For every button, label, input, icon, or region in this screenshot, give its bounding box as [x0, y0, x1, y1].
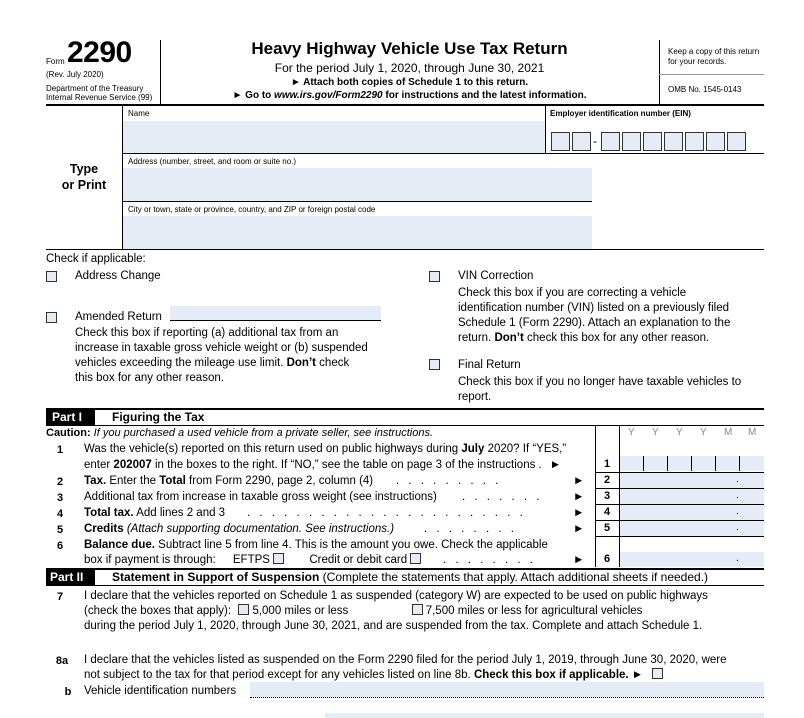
keep-copy-note: Keep a copy of this return for your records.	[668, 47, 760, 66]
next-line-input[interactable]	[325, 713, 764, 718]
line6-text-b: box if payment is through: EFTPS Credit or debit card	[84, 553, 421, 568]
line5-number: 5	[56, 524, 64, 536]
final-return-label: Final Return	[458, 359, 521, 371]
7500-miles-label: 7,500 miles or less for agricultural vehicles	[425, 605, 643, 617]
credit-card-label: Credit or debit card	[309, 554, 408, 566]
final-return-description: Check this box if you no longer have taxable vehicles to report.	[458, 376, 742, 403]
caution-note: Caution: If you purchased a used vehicle from a private seller, see instructions.	[46, 427, 434, 439]
line7-text: I declare that the vehicles reported on Schedule 1 as suspended (category W) are expected to be used on public highways (check the boxes that apply): 5,000 miles or less 7,500 miles or less for agricultural vehicles during the period July 1, 2020, through June 30, 2021, and are suspended from the tax. Complete and attach Schedule 1.	[84, 590, 708, 632]
line1-text-a: Was the vehicle(s) reported on this return used on public highways during July 2020? If “YES,”	[84, 443, 567, 455]
amended-return-checkbox[interactable]	[46, 312, 57, 323]
line1-text-b: enter 202007 in the boxes to the right. If “NO,” see the table on page 3 of the instructions . ►	[84, 459, 562, 471]
line8a-checkbox[interactable]	[652, 668, 663, 679]
line-number-5: 5	[603, 522, 611, 534]
irs-url-link[interactable]: www.irs.gov/Form2290	[274, 90, 383, 101]
line3-text: Additional tax from increase in taxable gross weight (see instructions)	[84, 491, 437, 503]
line-number-6: 6	[603, 553, 611, 565]
address-change-label: Address Change	[75, 270, 161, 282]
form-word: Form	[46, 57, 65, 66]
line6-number: 6	[56, 540, 64, 552]
vin-correction-description: Check this box if you are correcting a vehicle identification number (VIN) listed on a previously filed Schedule 1 (Form 2290). Attach an explanation to the return. Don’t check this box for any other reason.	[458, 287, 731, 344]
vin-correction-checkbox[interactable]	[429, 271, 440, 282]
amended-return-label: Amended Return	[75, 311, 162, 323]
ein-label: Employer identification number (EIN)	[550, 109, 691, 118]
part1-label: Part I	[46, 410, 95, 425]
amended-return-description: Check this box if reporting (a) additional tax from an increase in taxable gross vehicle weight or (b) suspended vehicles exceeding the mileage use limit. Don’t check this box for any other reason.	[75, 327, 368, 384]
line5-amount-input[interactable]: .	[620, 521, 764, 536]
city-label: City or town, state or province, country, and ZIP or foreign postal code	[128, 205, 376, 214]
part2-label: Part II	[46, 570, 95, 585]
line-number-3: 3	[603, 490, 611, 502]
line7-number: 7	[56, 591, 64, 603]
line3-number: 3	[56, 492, 64, 504]
revision-date: (Rev. July 2020)	[46, 70, 104, 79]
5000-miles-checkbox[interactable]	[238, 604, 249, 615]
omb-number: OMB No. 1545-0143	[668, 85, 742, 94]
line8b-number: b	[64, 686, 72, 698]
7500-miles-checkbox[interactable]	[412, 604, 423, 615]
5000-miles-label: 5,000 miles or less	[252, 605, 349, 617]
city-input[interactable]	[123, 216, 592, 249]
line1-date-input[interactable]	[620, 456, 764, 471]
form-number: 2290	[67, 36, 132, 69]
goto-instruction: ► Go to www.irs.gov/Form2290 for instructions and the latest information.	[232, 90, 587, 101]
eftps-checkbox[interactable]	[273, 553, 284, 564]
eftps-label: EFTPS	[232, 554, 270, 566]
part1-title: Figuring the Tax	[112, 410, 205, 424]
address-change-checkbox[interactable]	[46, 271, 57, 282]
yyyymm-header: Y Y Y Y M M	[628, 427, 757, 438]
line5-text: Credits (Attach supporting documentation. See instructions.)	[84, 523, 395, 535]
line2-number: 2	[56, 476, 64, 488]
line4-amount-input[interactable]: .	[620, 505, 764, 520]
line8b-vin-input[interactable]	[250, 682, 764, 698]
name-label: Name	[128, 109, 150, 118]
address-label: Address (number, street, and room or suite no.)	[128, 157, 297, 166]
line3-amount-input[interactable]: .	[620, 489, 764, 504]
amended-return-month-input[interactable]	[170, 306, 381, 321]
line8a-number: 8a	[55, 655, 69, 667]
line8a-text: I declare that the vehicles listed as suspended on the Form 2290 filed for the period July 1, 2019, through June 30, 2020, were not subject to the tax for that period except for any vehicles listed on line 8b. Check this box if applicable. ►	[84, 654, 727, 681]
address-input[interactable]	[123, 168, 592, 201]
name-input[interactable]	[123, 121, 545, 153]
part2-title: Statement in Support of Suspension (Complete the statements that apply. Attach additional sheets if needed.)	[112, 570, 709, 584]
credit-card-checkbox[interactable]	[410, 553, 421, 564]
line4-number: 4	[56, 508, 64, 520]
line2-text: Tax. Enter the Total from Form 2290, page 2, column (4)	[84, 475, 374, 487]
line1-number: 1	[56, 444, 64, 456]
check-if-applicable: Check if applicable:	[46, 253, 146, 265]
irs-name: Internal Revenue Service (99)	[46, 93, 153, 102]
final-return-checkbox[interactable]	[429, 359, 440, 370]
type-or-print: Type or Print	[61, 162, 107, 192]
line6-amount-input[interactable]: .	[620, 552, 764, 567]
department: Department of the Treasury	[46, 84, 144, 93]
form-period: For the period July 1, 2020, through June 30, 2021	[274, 61, 545, 75]
line-number-2: 2	[603, 474, 611, 486]
line4-text: Total tax. Add lines 2 and 3	[84, 507, 226, 519]
line6-text-a: Balance due. Subtract line 5 from line 4. This is the amount you owe. Check the applicable	[84, 539, 548, 551]
line2-amount-input[interactable]: .	[620, 473, 764, 488]
line8b-text: Vehicle identification numbers	[84, 685, 237, 697]
line-number-1: 1	[603, 458, 611, 470]
vin-correction-label: VIN Correction	[458, 270, 534, 282]
line-number-4: 4	[603, 506, 611, 518]
form-title: Heavy Highway Vehicle Use Tax Return	[251, 39, 568, 58]
attach-instruction: ► Attach both copies of Schedule 1 to this return.	[290, 77, 529, 88]
